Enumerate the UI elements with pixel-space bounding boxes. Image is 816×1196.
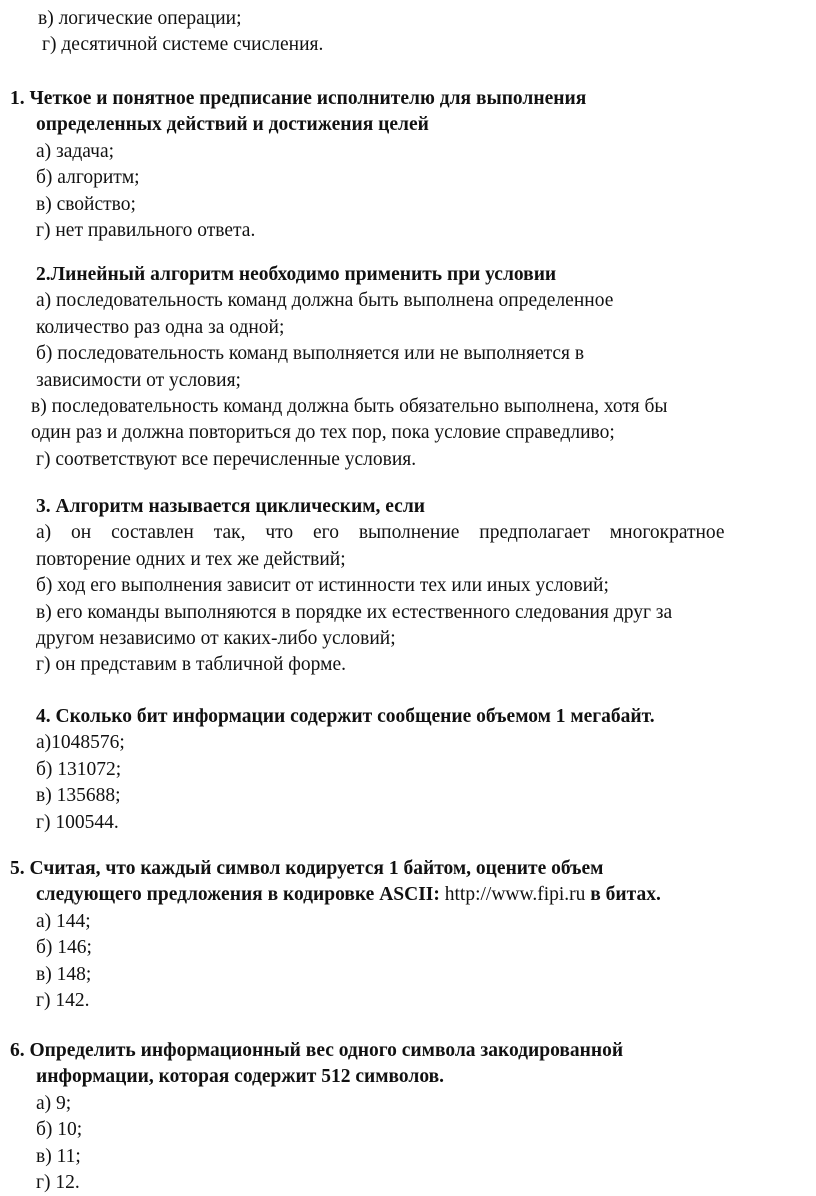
question-title: 4. Сколько бит информации содержит сообщение объемом 1 мегабайт. — [36, 706, 655, 727]
question-title-line-2 — [10, 882, 661, 908]
answer-option: в) 148; — [36, 963, 92, 985]
answer-option: г) 100544. — [36, 811, 119, 833]
answer-option: г) 142. — [36, 990, 90, 1012]
answer-option: г) он представим в табличной форме. — [36, 654, 346, 676]
question-5 — [10, 856, 661, 1014]
answer-option: в) 11; — [36, 1145, 81, 1167]
answer-option: количество раз одна за одной; — [36, 316, 285, 338]
answer-option: а) задача; — [36, 140, 115, 162]
answer-option: в) его команды выполняются в порядке их естественного следования друг за — [36, 601, 673, 623]
question-title-text: следующего предложения в кодировке ASCII: — [36, 884, 440, 906]
question-title-text: в битах. — [590, 884, 661, 906]
question-title: определенных действий и достижения целей — [36, 114, 429, 136]
answer-option: г) нет правильного ответа. — [36, 220, 256, 242]
question-title: 5. Считая, что каждый символ кодируется 1 байтом, оцените объем — [10, 858, 604, 879]
answer-option: б) 146; — [36, 937, 92, 959]
question-title: информации, которая содержит 512 символов. — [36, 1066, 445, 1088]
answer-option: б) 10; — [36, 1119, 83, 1141]
answer-option: один раз и должна повториться до тех пор, пока условие справедливо; — [31, 422, 615, 444]
answer-option: б) 131072; — [36, 758, 122, 780]
question-title: 1. Четкое и понятное предписание исполнителю для выполнения — [10, 88, 587, 109]
answer-option: б) последовательность команд выполняется или не выполняется в — [36, 343, 585, 365]
question-1 — [10, 86, 586, 244]
answer-option: в) свойство; — [36, 193, 136, 215]
question-title: 6. Определить информационный вес одного символа закодированной — [10, 1040, 624, 1061]
answer-option: а) последовательность команд должна быть выполнена определенное — [36, 290, 614, 312]
question-title: 3. Алгоритм называется циклическим, если — [36, 496, 425, 517]
answer-option-text: а) он составлен так, что его выполнение предполагает многократное — [36, 522, 725, 544]
answer-option: а)1048576; — [36, 732, 125, 754]
question-title: 2.Линейный алгоритм необходимо применить при условии — [36, 264, 557, 285]
answer-option: другом независимо от каких-либо условий; — [36, 628, 396, 650]
answer-option: г) 12. — [36, 1172, 80, 1194]
answer-option: а) 9; — [36, 1092, 72, 1114]
answer-option: в) 135688; — [36, 785, 121, 807]
answer-option: г) соответствуют все перечисленные условия. — [36, 448, 417, 470]
answer-option: а) 144; — [36, 910, 91, 932]
answer-option: б) ход его выполнения зависит от истинности тех или иных условий; — [36, 575, 609, 597]
answer-option: зависимости от условия; — [36, 369, 241, 391]
question-3 — [36, 494, 771, 679]
answer-option: повторение одних и тех же действий; — [36, 548, 346, 570]
answer-option: в) последовательность команд должна быть обязательно выполнена, хотя бы — [31, 396, 668, 418]
answer-option — [36, 520, 771, 546]
question-6 — [10, 1038, 623, 1196]
question-4 — [36, 704, 655, 836]
option-line: в) логические операции; — [38, 8, 242, 29]
answer-option: б) алгоритм; — [36, 167, 140, 189]
url-text: http://www.fipi.ru — [444, 884, 586, 906]
option-line: г) десятичной системе счисления. — [42, 34, 324, 56]
question-2 — [31, 262, 668, 473]
previous-question-tail — [38, 6, 323, 59]
